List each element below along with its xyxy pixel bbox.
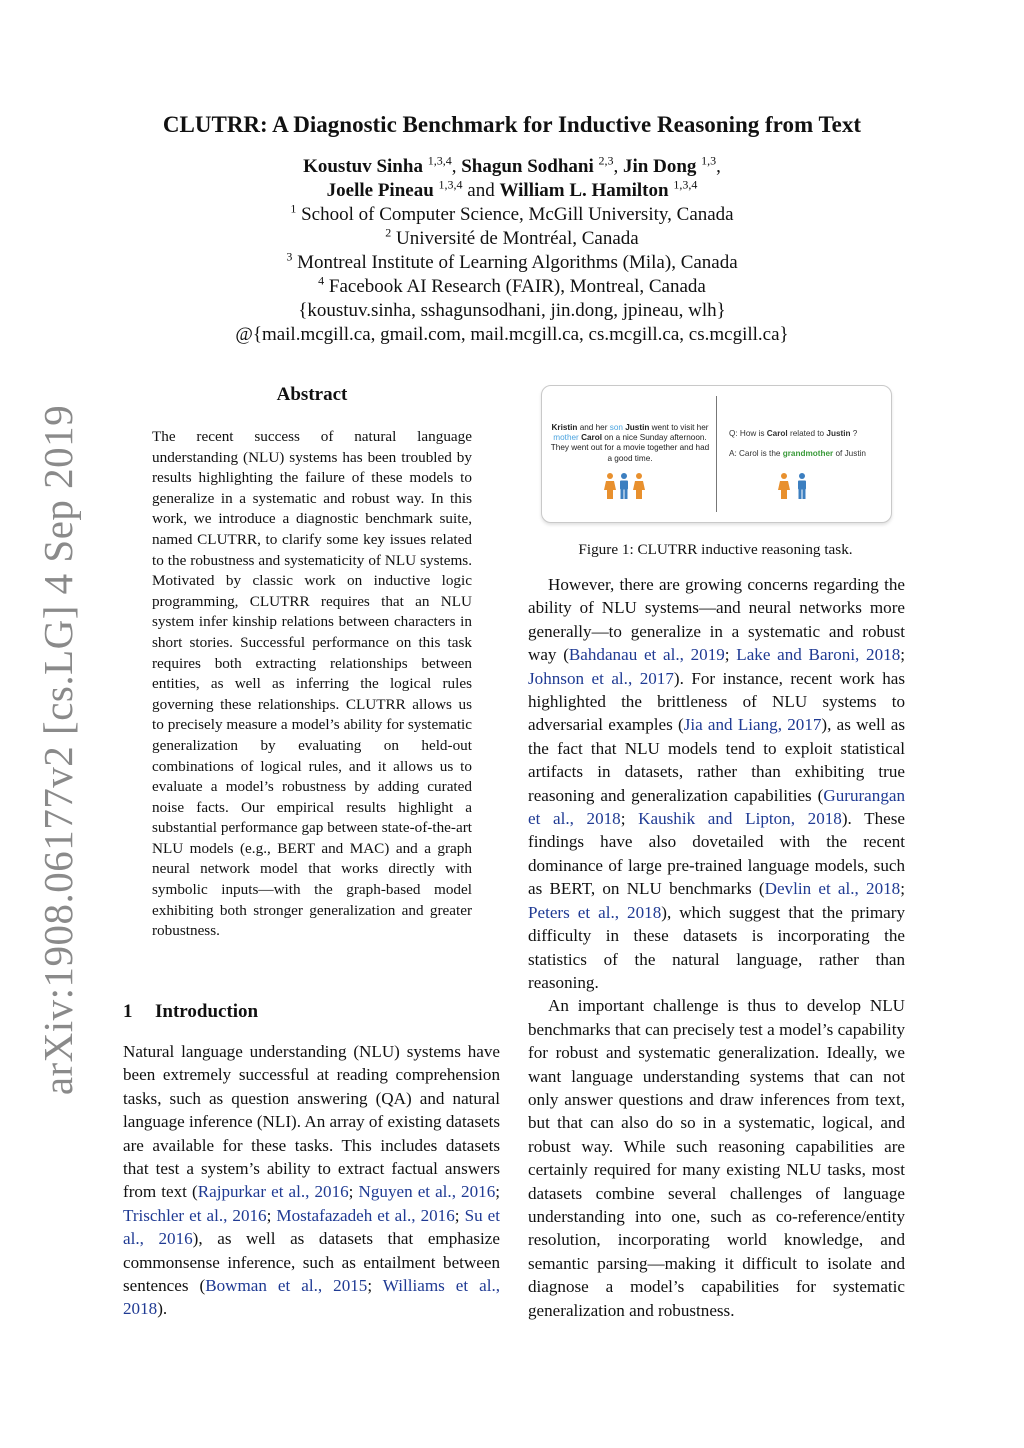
family-figures-icon: [604, 472, 648, 500]
affiliation: $^1$ School of Computer Science, McGill University, Canada: [290, 201, 734, 225]
paragraph: Natural language understanding (NLU) systems have been extremely successful at reading comprehension tasks, such as question answering (QA) and natural language inference (NLI). An array of existing datasets are available for these tasks. This includes datasets that test a system’s ability to extract factual answers from text (Rajpurkar et al., 2016; Nguyen et al., 2016; Trischler et al., 2016; Mostafazadeh et al., 2016; Su et al., 2016), as well as datasets that emphasize commonsense inference, such as entailment between sentences (Bowman et al., 2015; Williams et al., 2018).: [123, 1042, 501, 1319]
figure-question: Q: How is Carol related to Justin ?: [729, 429, 858, 438]
citation-link[interactable]: Williams et al., 2018: [123, 1276, 501, 1319]
author-affil: 2,3: [598, 153, 614, 168]
citation-link[interactable]: Jia and Liang, 2017: [683, 715, 822, 735]
author-name: Joelle Pineau: [326, 180, 434, 201]
section-title: Introduction: [155, 1001, 259, 1022]
author-affil: 1,3,4: [438, 177, 463, 192]
email-line: {koustuv.sinha, sshagunsodhani, jin.dong, jpineau, wlh}: [298, 300, 726, 321]
affiliation: $^4$ Facebook AI Research (FAIR), Montreal, Canada: [318, 273, 706, 297]
intro-left-column: [123, 1040, 500, 1321]
section-heading: [123, 1001, 258, 1023]
grandmother-grandson-icon: [778, 472, 808, 500]
author-name: Koustuv Sinha: [303, 156, 423, 177]
author-block: [0, 155, 1024, 347]
author-line-2: [0, 179, 1024, 203]
citation-link[interactable]: Rajpurkar et al., 2016: [197, 1182, 349, 1202]
paragraph: An important challenge is thus to develop NLU benchmarks that can precisely test a model’s capability for robust and systematic generalization. Ideally, we want language understanding systems that can not only answer questions and draw inferences from text, but that can also do so in a systematic, logical, and robust way. While such reasoning capabilities are certainly required for many existing NLU tasks, most datasets combine several challenges of language understanding into one, such as co-reference/entity resolution, incorporating world knowledge, and semantic parsing—making it difficult to isolate and diagnose a model’s capabilities for systematic generalization and robustness.: [528, 996, 905, 1320]
author-name: Shagun Sodhani: [461, 156, 594, 177]
citation-link[interactable]: Lake and Baroni, 2018: [736, 645, 901, 665]
author-name: William L. Hamilton: [499, 180, 669, 201]
figure-caption: Figure 1: CLUTRR inductive reasoning task.: [578, 541, 853, 558]
affiliation: $^2$ Université de Montréal, Canada: [385, 225, 639, 249]
citation-link[interactable]: Su et al., 2016: [123, 1205, 501, 1249]
paragraph: However, there are growing concerns regarding the ability of NLU systems—and neural networks more generally—to generalize in a systematic and robust way (Bahdanau et al., 2019; Lake and Baroni, 2018; Johnson et al., 2017). For instance, recent work has highlighted the brittleness of NLU systems to adversarial examples (Jia and Liang, 2017), as well as the fact that NLU models tend to exploit statistical artifacts in datasets, rather than exhibiting true reasoning and generalization capabilities (Gururangan et al., 2018; Kaushik and Lipton, 2018). These findings have also dovetailed with the recent dominance of large pre-trained language models, such as BERT, on NLU benchmarks (Devlin et al., 2018; Peters et al., 2018), which suggest that the primary difficulty in these datasets is incorporating the statistics of the natural language, rather than reasoning.: [528, 575, 905, 992]
section-number: 1: [123, 1001, 133, 1022]
abstract-heading: Abstract: [276, 384, 348, 405]
citation-link[interactable]: Bahdanau et al., 2019: [568, 645, 725, 665]
citation-link[interactable]: Peters et al., 2018: [528, 902, 662, 922]
paper-title: CLUTRR: A Diagnostic Benchmark for Inductive Reasoning from Text: [162, 112, 862, 137]
citation-link[interactable]: Gururangan et al., 2018: [528, 785, 905, 829]
figure-divider: [716, 396, 717, 512]
author-affil: 1,3,4: [673, 177, 698, 192]
figure-story-text: Kristin and her son Justin went to visit her mother Carol on a nice Sunday afternoon. They went out for a movie together and had a good time.: [550, 423, 710, 463]
author-line-1: Koustuv Sinha $^{1,3,4}$, Shagun Sodhani $^{2,3}$, Jin Dong $^{1,3}$,: [303, 153, 721, 177]
citation-link[interactable]: Johnson et al., 2017: [528, 668, 674, 688]
author-name: Jin Dong: [623, 156, 697, 177]
author-affil: 1,3,4: [427, 153, 452, 168]
citation-link[interactable]: Bowman et al., 2015: [205, 1276, 368, 1296]
citation-link[interactable]: Mostafazadeh et al., 2016: [276, 1205, 455, 1225]
citation-link[interactable]: Nguyen et al., 2016: [358, 1182, 496, 1202]
author-conjunction: and: [467, 180, 495, 201]
figure-1: [541, 385, 892, 523]
citation-link[interactable]: Kaushik and Lipton, 2018: [638, 809, 842, 829]
email-line: @{mail.mcgill.ca, gmail.com, mail.mcgill.ca, cs.mcgill.ca, cs.mcgill.ca}: [235, 324, 789, 345]
intro-right-column: [528, 573, 905, 1322]
citation-link[interactable]: Trischler et al., 2016: [123, 1205, 267, 1225]
affiliation: $^3$ Montreal Institute of Learning Algorithms (Mila), Canada: [286, 249, 738, 273]
arxiv-stamp: arXiv:1908.06177v2 [cs.LG] 4 Sep 2019: [35, 404, 81, 1096]
abstract-text: The recent success of natural language understanding (NLU) systems has been troubled by results highlighting the failure of these models to generalize in a systematic and robust way. In this work, we introduce a diagnostic benchmark suite, named CLUTRR, to clarify some key issues related to the robustness and systematicity of NLU systems. Motivated by classic work on inductive logic programming, CLUTRR requires that an NLU system infer kinship relations between characters in short stories. Successful performance on this task requires both extracting relationships between entities, as well as inferring the logical rules governing these relationships. CLUTRR allows us to precisely measure a model’s ability for systematic generalization by evaluating on held-out combinations of logical rules, and it allows us to evaluate a model’s robustness by adding curated noise facts. Our empirical results highlight a substantial performance gap between state-of-the-art NLU models (e.g., BERT and MAC) and a graph neural network model that works directly with symbolic inputs—with the graph-based model exhibiting both stronger generalization and greater robustness.: [152, 428, 472, 940]
citation-link[interactable]: Devlin et al., 2018: [764, 879, 901, 899]
author-affil: 1,3: [701, 153, 717, 168]
figure-answer: A: Carol is the grandmother of Justin: [729, 449, 866, 458]
